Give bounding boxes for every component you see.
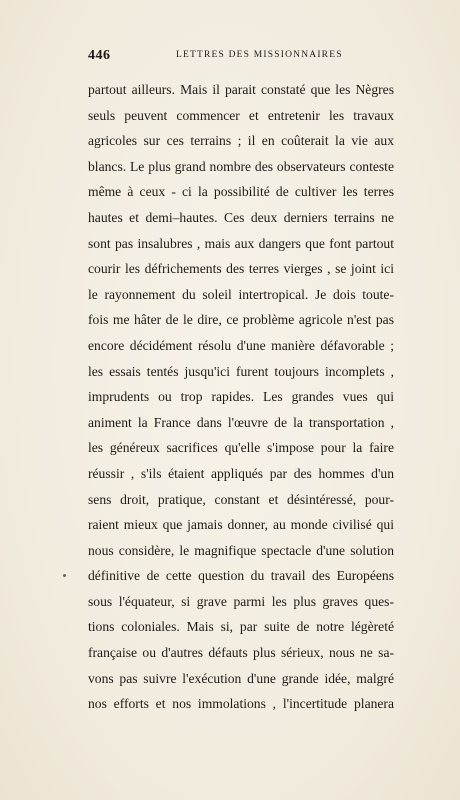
text-line: partout ailleurs. Mais il parait constaté que les Nègres	[88, 82, 394, 97]
text-line: raient mieux que jamais donner, au monde civilisé qui	[88, 517, 394, 533]
text-line: les généreux sacrifices qu'elle s'impose pour la faire	[88, 440, 394, 456]
text-line: tions coloniales. Mais si, par suite de notre légèreté	[88, 619, 394, 635]
text-line: sont pas insalubres , mais aux dangers que font partout	[88, 235, 394, 251]
running-title: LETTRES DES MISSIONNAIRES	[176, 50, 343, 60]
text-line: agricoles sur ces terrains ; il en coûterait la vie aux	[88, 133, 394, 149]
text-line: nos efforts et nos immolations , l'incertitude planera	[88, 696, 394, 712]
body-text	[88, 77, 394, 717]
text-line: blancs. Le plus grand nombre des observateurs conteste	[88, 158, 394, 174]
page-number: 446	[88, 48, 111, 63]
text-line: imprudents ou trop rapides. Les grandes vues qui	[88, 389, 394, 405]
text-line: hautes et demi–hautes. Ces deux derniers terrains ne	[88, 209, 394, 225]
text-line: encore décidément résolu d'une manière défavorable ;	[88, 337, 394, 353]
page-header	[88, 48, 392, 66]
text-line: le rayonnement du soleil intertropical. Je dois toute-	[88, 286, 394, 302]
text-line: courir les défrichements des terres vierges , se joint ici	[88, 261, 394, 277]
text-line: nous considère, le magnifique spectacle d'une solution	[88, 542, 394, 558]
text-line: les essais tentés jusqu'ici furent toujours incomplets ,	[88, 363, 394, 379]
text-line: animent la France dans l'œuvre de la transportation ,	[88, 414, 394, 430]
text-line: vons pas suivre l'exécution d'une grande idée, malgré	[88, 670, 394, 686]
text-line: seuls peuvent commencer et entretenir les travaux	[88, 107, 394, 123]
text-line: réussir , s'ils étaient appliqués par des hommes d'un	[88, 465, 394, 481]
text-line: même à ceux - ci la possibilité de cultiver les terres	[88, 184, 394, 200]
margin-mark	[63, 574, 66, 577]
text-line: fois me hâter de le dire, ce problème agricole n'est pas	[88, 312, 394, 328]
text-line: sens droit, pratique, constant et désintéressé, pour-	[88, 491, 394, 507]
text-line: définitive de cette question du travail des Européens	[88, 568, 394, 584]
text-line: sous l'équateur, si grave parmi les plus graves ques-	[88, 593, 394, 609]
text-line: française ou d'autres défauts plus sérieux, nous ne sa-	[88, 645, 394, 661]
